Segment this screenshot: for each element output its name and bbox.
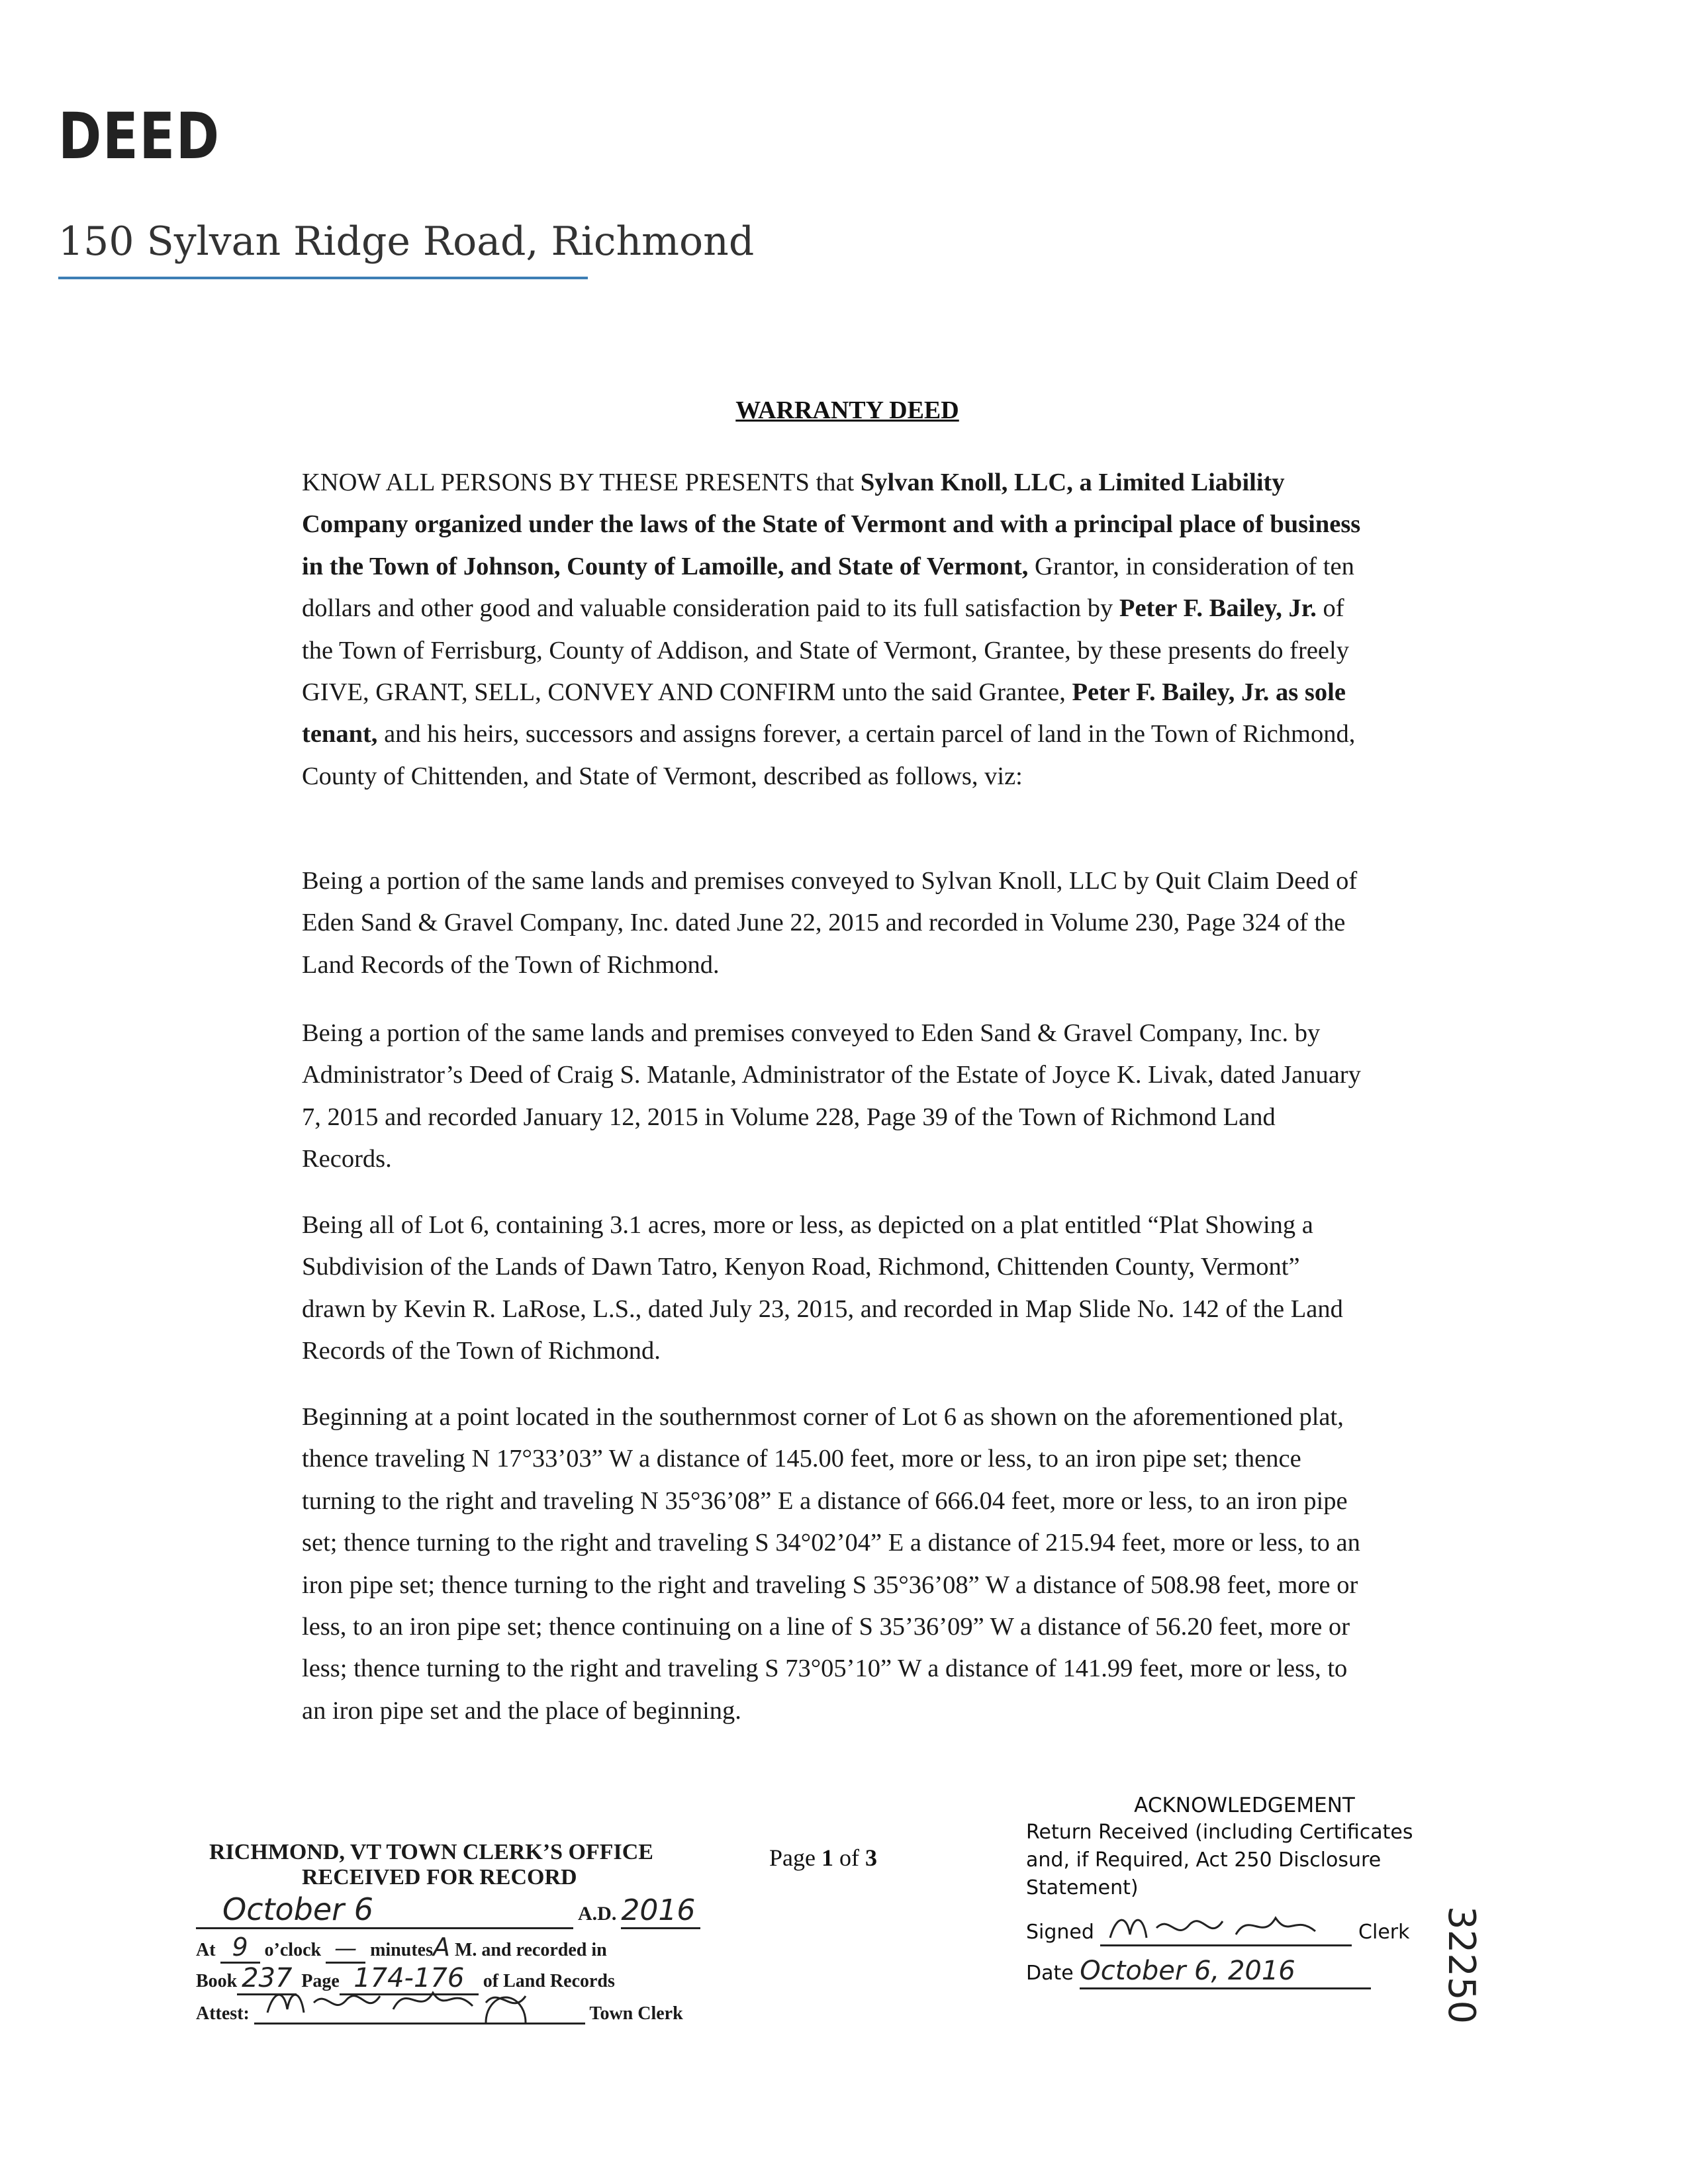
stamp-minutes-label: minutes	[370, 1940, 433, 1960]
stamp-date-row	[196, 1891, 700, 1929]
deed-paragraph-grant	[302, 462, 1368, 797]
ack-date-row	[1026, 1957, 1463, 1989]
ack-line-3: Statement)	[1026, 1876, 1139, 1899]
page-total: 3	[865, 1844, 877, 1871]
stamp-attest-row	[196, 1996, 683, 2025]
grant-terms: of the Town of Ferrisburg, County of Addison, and State of Vermont, Grantee, by these presents do freely GIVE, GRANT, SELL, CONVEY AND CONFIRM unto the said Grantee,	[302, 594, 1349, 707]
ack-line-2: and, if Required, Act 250 Disclosure	[1026, 1848, 1382, 1872]
grantee-tenancy: Peter F. Bailey, Jr. as sole tenant,	[302, 678, 1346, 749]
ack-line-1: Return Received (including Certificates	[1026, 1821, 1413, 1844]
stamp-ampm-handwritten: A	[432, 1933, 450, 1962]
document-title: DEED	[58, 99, 220, 173]
stamp-time-row	[196, 1933, 607, 1964]
page-current: 1	[821, 1844, 833, 1871]
ack-signature-line	[1100, 1915, 1352, 1946]
ack-signed-label: Signed	[1026, 1921, 1094, 1944]
ack-clerk-label: Clerk	[1358, 1921, 1410, 1944]
stamp-land-records-label: of Land Records	[483, 1971, 615, 1991]
stamp-office: RICHMOND, VT TOWN CLERK’S OFFICE	[209, 1840, 653, 1864]
property-address: 150 Sylvan Ridge Road, Richmond	[58, 218, 755, 265]
acknowledgement-block	[1026, 1794, 1463, 1989]
grant-intro: KNOW ALL PERSONS BY THESE PRESENTS that	[302, 469, 861, 496]
stamp-recorded-label: M. and recorded in	[454, 1940, 607, 1960]
page-of: of	[833, 1844, 865, 1871]
stamp-page-handwritten: 174-176	[353, 1963, 465, 1993]
stamp-attest-label: Attest:	[196, 2003, 250, 2024]
stamp-date-handwritten: October 6	[222, 1891, 373, 1927]
stamp-hour-handwritten: 9	[232, 1933, 248, 1962]
ack-date-label: Date	[1026, 1962, 1074, 1985]
stamp-year-handwritten: 2016	[621, 1893, 696, 1927]
stamp-page-label: Page	[301, 1971, 340, 1991]
stamp-ad-label: A.D.	[578, 1903, 617, 1925]
ack-title: ACKNOWLEDGEMENT	[1134, 1794, 1355, 1817]
grantor-name: Sylvan Knoll, LLC, a Limited Liability Company organized under the laws of the State of Vermont and with a principal place of business in the Town of Johnson, County of Lamoille, and State of Vermont,	[302, 469, 1361, 580]
ack-signed-row	[1026, 1915, 1463, 1946]
grantee-name: Peter F. Bailey, Jr.	[1119, 594, 1317, 623]
stamp-town-clerk-label: Town Clerk	[589, 2003, 683, 2024]
ack-signature	[1100, 1905, 1352, 1944]
clerk-signature-line	[254, 1996, 585, 2025]
deed-heading: WARRANTY DEED	[735, 396, 959, 424]
margin-handwritten-number: 32250	[1440, 1906, 1483, 2025]
stamp-book-handwritten: 237	[242, 1963, 293, 1993]
stamp-at-label: At	[196, 1940, 216, 1960]
page-indicator	[769, 1844, 877, 1872]
stamp-oclock-label: o’clock	[264, 1940, 322, 1960]
stamp-received: RECEIVED FOR RECORD	[302, 1865, 577, 1889]
stamp-book-label: Book	[196, 1971, 238, 1991]
page-prefix: Page	[769, 1844, 821, 1871]
grant-parcel: and his heirs, successors and assigns forever, a certain parcel of land in the Town of Richmond, County of Chittenden, and State of Vermont, described as follows, viz:	[302, 720, 1356, 790]
deed-paragraph-lot: Being all of Lot 6, containing 3.1 acres, more or less, as depicted on a plat entitled “Plat Showing a Subdivision of the Lands of Dawn Tatro, Kenyon Road, Richmond, Chittenden County, Vermont” drawn by Kevin R. LaRose, L.S., dated July 23, 2015, and recorded in Map Slide No. 142 of the Land Records of the Town of Richmond.	[302, 1211, 1343, 1365]
deed-paragraph-source-2: Being a portion of the same lands and premises conveyed to Eden Sand & Gravel Company, Inc. by Administrator’s Deed of Craig S. Matanle, Administrator of the Estate of Joyce K. Livak, dated January 7, 2015 and recorded January 12, 2015 in Volume 228, Page 39 of the Town of Richmond Land Records.	[302, 1019, 1361, 1173]
clerk-signature	[254, 1976, 585, 2023]
deed-paragraph-description: Beginning at a point located in the southernmost corner of Lot 6 as shown on the aforementioned plat, thence traveling N 17°33’03” W a distance of 145.00 feet, more or less, to an iron pipe set; thence turning to the right and traveling N 35°36’08” E a distance of 666.04 feet, more or less, to an iron pipe set; thence turning to the right and traveling S 34°02’04” E a distance of 215.94 feet, more or less, to an iron pipe set; thence turning to the right and traveling S 35°36’08” W a distance of 508.98 feet, more or less, to an iron pipe set; thence continuing on a line of S 35’36’09” W a distance of 56.20 feet, more or less; thence turning to the right and traveling S 73°05’10” W a distance of 141.99 feet, more or less, to an iron pipe set and the place of beginning.	[302, 1403, 1360, 1725]
deed-paragraph-source-1: Being a portion of the same lands and premises conveyed to Sylvan Knoll, LLC by Quit Claim Deed of Eden Sand & Gravel Company, Inc. dated June 22, 2015 and recorded in Volume 230, Page 324 of the Land Records of the Town of Richmond.	[302, 867, 1358, 979]
header-divider	[58, 277, 588, 279]
stamp-minutes-handwritten: —	[334, 1935, 357, 1962]
ack-date-handwritten: October 6, 2016	[1080, 1956, 1295, 1986]
grant-consideration: Grantor, in consideration of ten dollars and other good and valuable consideration paid to its full satisfaction by	[302, 552, 1354, 623]
